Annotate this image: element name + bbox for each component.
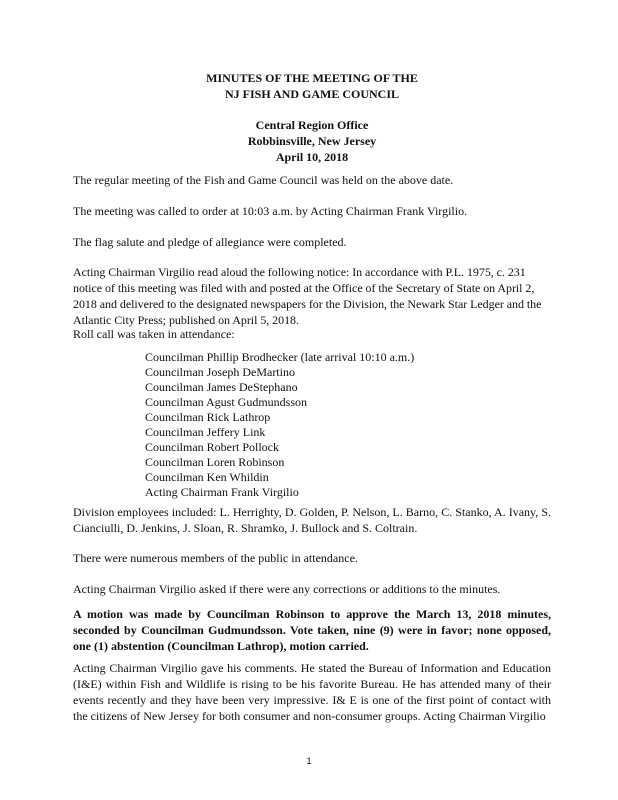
list-item: Councilman Loren Robinson [145, 455, 285, 469]
list-item: Councilman James DeStephano [145, 380, 298, 394]
paragraph-motion: A motion was made by Councilman Robinson to approve the March 13, 2018 minutes, seconded by Councilman Gudmundsson. Vote taken, nine (9) were in favor; none opposed, one (1) abstention (Councilman Lathrop), motion carried. [73, 607, 551, 653]
attendee-list [145, 350, 505, 500]
meeting-date: April 10, 2018 [275, 150, 349, 164]
paragraph-regular-meeting: The regular meeting of the Fish and Game Council was held on the above date. [73, 173, 454, 187]
paragraph-chairman-comments: Acting Chairman Virgilio gave his comments. He stated the Bureau of Information and Education (I&E) within Fish and Wildlife is rising to be his favorite Bureau. He has attended many of their events recently and they have been very impressive. I& E is one of the first point of contact with the citizens of New Jersey for both consumer and non-consumer groups. Acting Chairman Virgilio [73, 661, 551, 723]
list-item: Councilman Rick Lathrop [145, 410, 271, 424]
list-item: Councilman Phillip Brodhecker (late arrival 10:10 a.m.) [145, 350, 415, 364]
list-item: Councilman Jeffery Link [145, 425, 266, 439]
title-line-2: NJ FISH AND GAME COUNCIL [224, 87, 399, 101]
paragraph-called-to-order: The meeting was called to order at 10:03 a.m. by Acting Chairman Frank Virgilio. [73, 204, 468, 218]
page-number: 1 [306, 756, 312, 766]
document-title [73, 70, 551, 102]
title-line-1: MINUTES OF THE MEETING OF THE [206, 71, 418, 85]
paragraph-flag-salute: The flag salute and pledge of allegiance were completed. [73, 235, 347, 249]
paragraph-notice: Acting Chairman Virgilio read aloud the following notice: In accordance with P.L. 1975, c. 231 notice of this meeting was filed with and posted at the Office of the Secretary of State on April 2, 2018 and delivered to the designated newspapers for the Division, the Newark Star Ledger and the Atlantic City Press; published on April 5, 2018. [73, 265, 542, 327]
paragraph-corrections: Acting Chairman Virgilio asked if there were any corrections or additions to the minutes. [73, 582, 501, 596]
list-item: Councilman Ken Whildin [145, 470, 269, 484]
list-item: Acting Chairman Frank Virgilio [145, 485, 299, 499]
list-item: Councilman Agust Gudmundsson [145, 395, 308, 409]
list-item: Councilman Joseph DeMartino [145, 365, 295, 379]
meeting-location [73, 117, 551, 165]
office-name: Central Region Office [255, 118, 369, 132]
list-item: Councilman Robert Pollock [145, 440, 279, 454]
paragraph-division-employees: Division employees included: L. Herrighty, D. Golden, P. Nelson, L. Barno, C. Stanko, A. Ivany, S. Cianciulli, D. Jenkins, J. Sloan, R. Shramko, J. Bullock and S. Coltrain. [73, 505, 551, 535]
paragraph-roll-call: Roll call was taken in attendance: [73, 327, 235, 341]
paragraph-public: There were numerous members of the public in attendance. [73, 551, 358, 565]
city-name: Robbinsville, New Jersey [247, 134, 377, 148]
